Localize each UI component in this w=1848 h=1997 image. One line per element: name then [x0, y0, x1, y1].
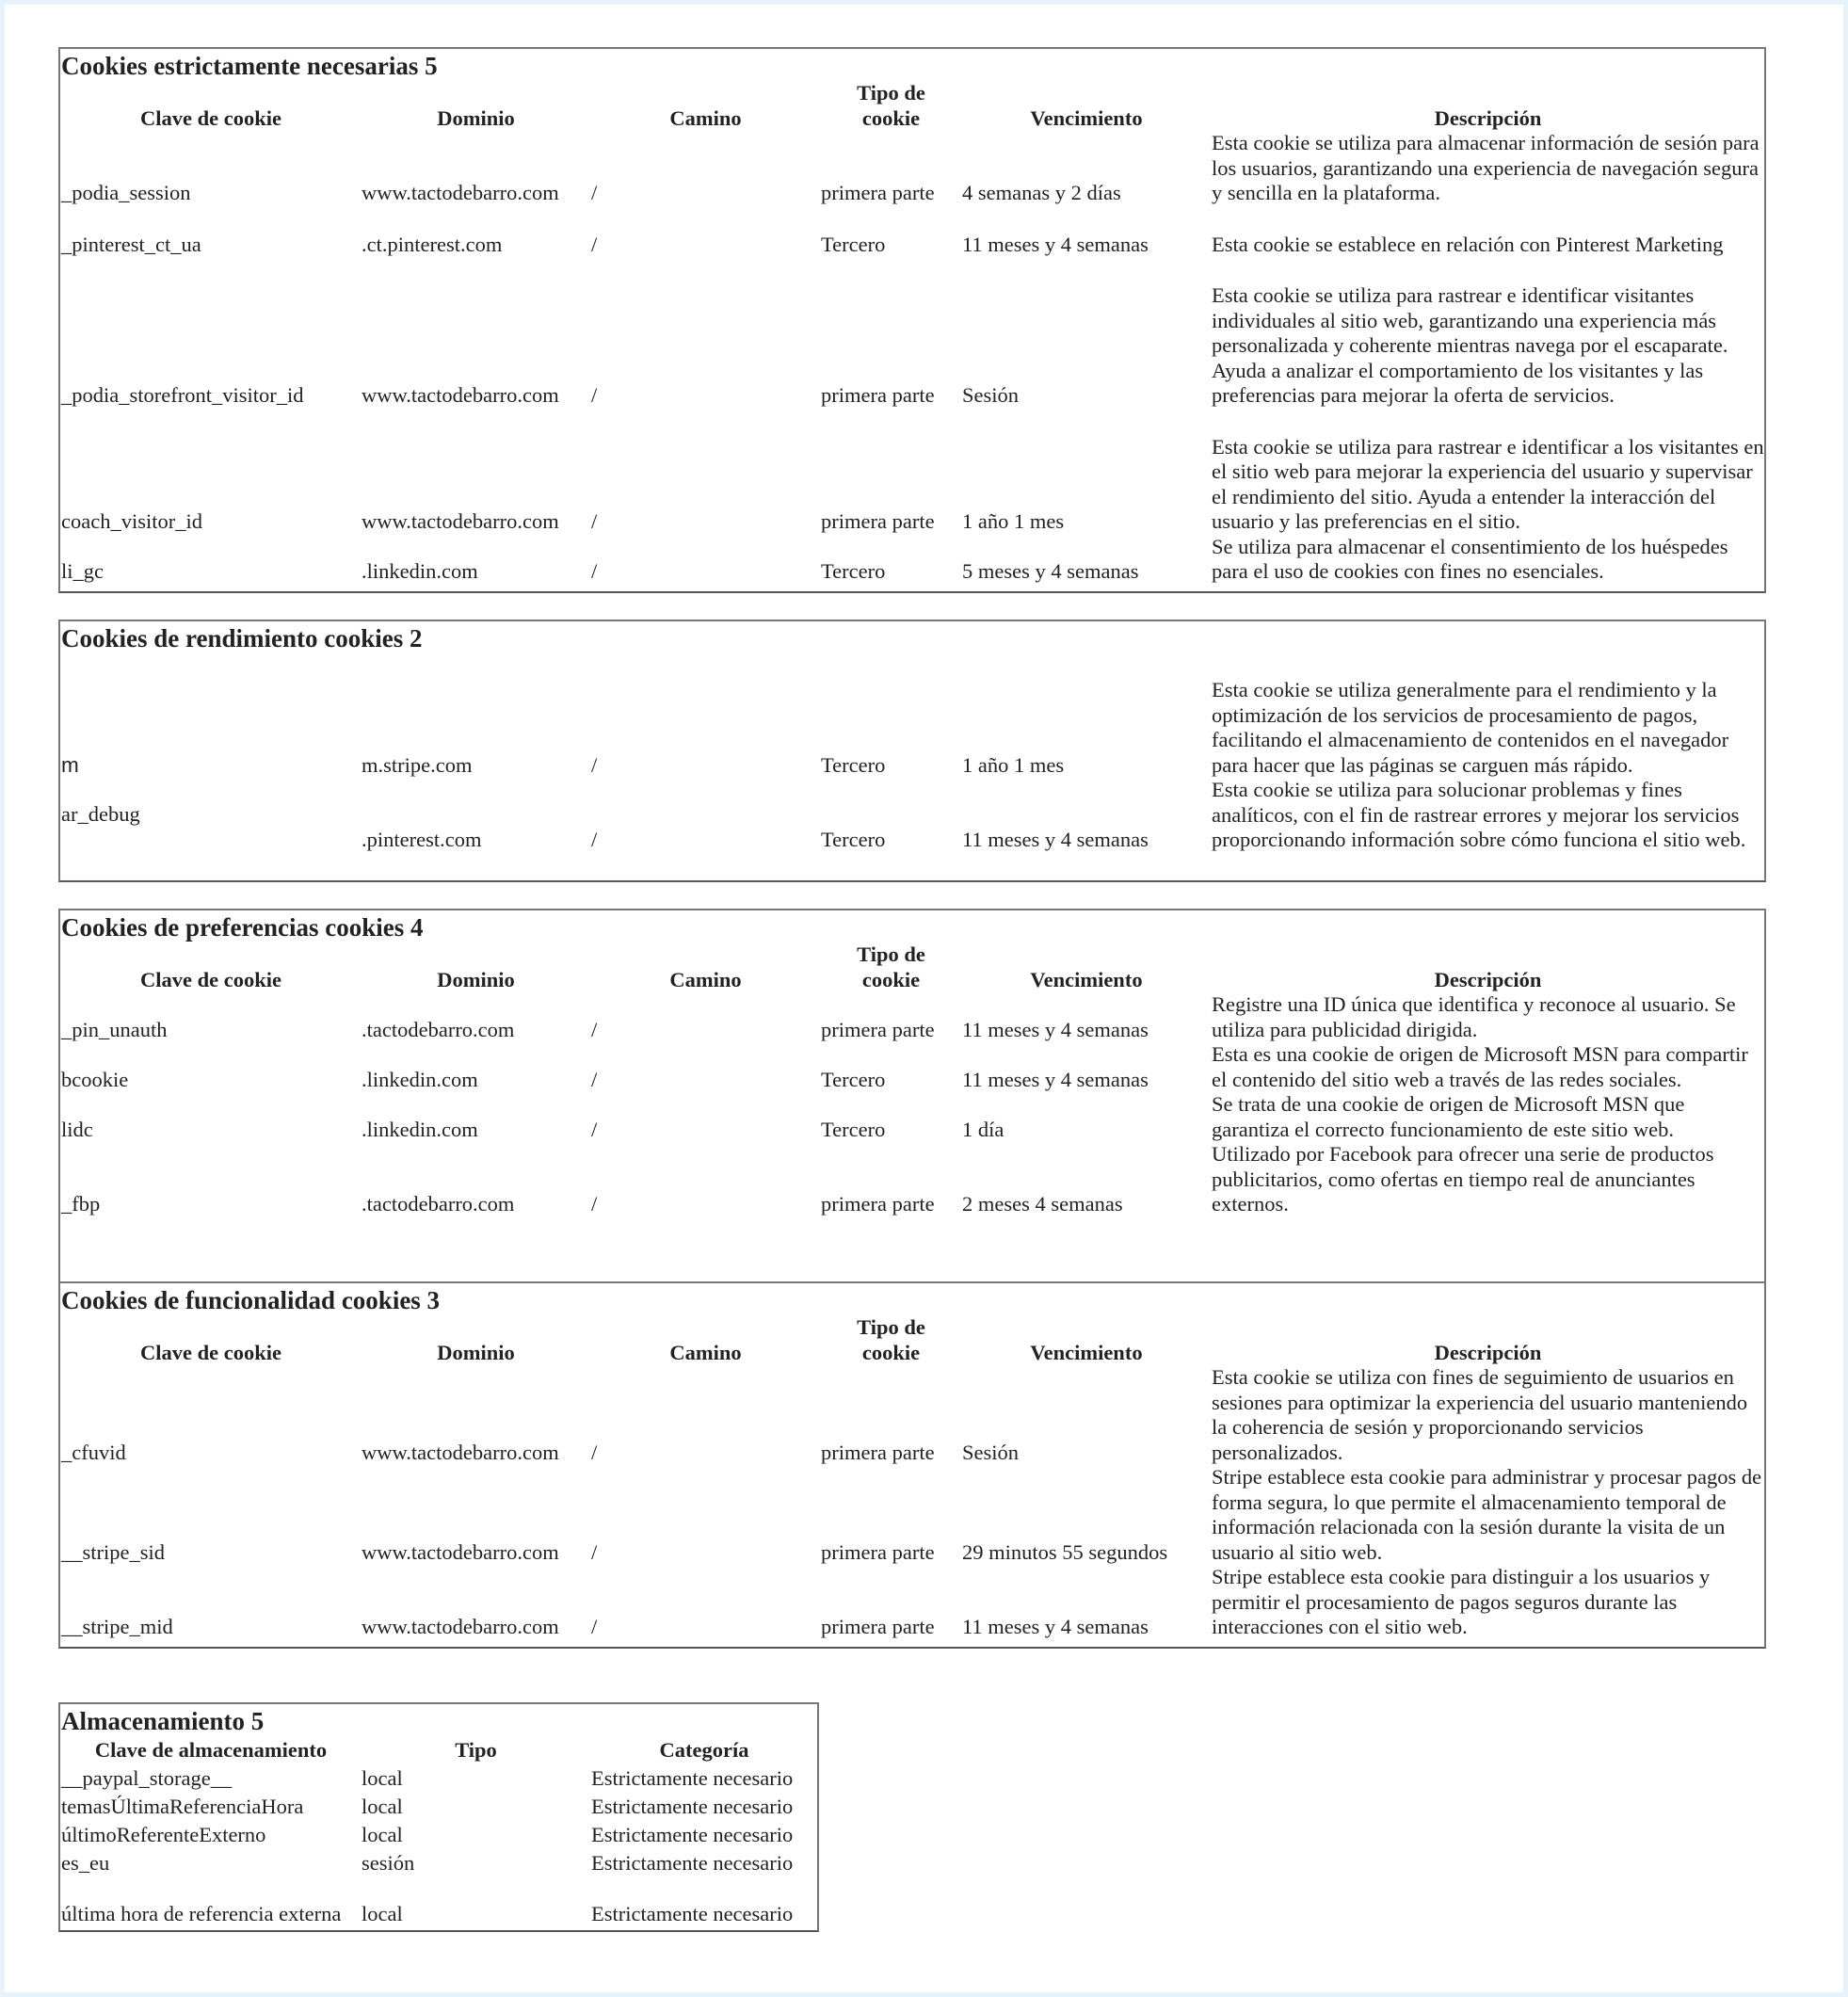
cookie-key: _cfuvid [61, 1440, 126, 1464]
table-row [60, 535, 1764, 585]
table-row [60, 283, 1764, 409]
cookie-path: / [591, 181, 598, 204]
header-path: Camino [669, 967, 742, 991]
header-key: Clave de cookie [140, 105, 281, 130]
cookie-key [60, 778, 361, 853]
cookie-domain: m.stripe.com [362, 752, 473, 777]
header-domain: Dominio [437, 967, 515, 991]
cookie-domain: .tactodebarro.com [362, 1017, 515, 1041]
table-row [60, 1849, 817, 1877]
storage-type: local [362, 1795, 403, 1818]
cookie-type: primera parte [821, 1539, 935, 1564]
cookie-expiry: 1 año 1 mes [962, 752, 1065, 777]
cookie-domain: .linkedin.com [362, 1117, 478, 1141]
cookie-expiry: 1 día [962, 1117, 1004, 1141]
header-domain: Dominio [437, 1340, 515, 1364]
cookie-key: _podia_storefront_visitor_id [61, 383, 304, 407]
table-row [60, 1764, 817, 1793]
cookie-type: Tercero [821, 232, 886, 256]
cookie-path: / [591, 752, 598, 777]
cookie-description: Stripe establece esta cookie para administrar y procesar pagos de forma segura, lo que permite el almacenamiento temporal de información relacionada con la sesión durante la visita de un usuario al sitio web. [1212, 1465, 1762, 1564]
cookie-path: / [591, 1615, 598, 1638]
cookie-domain: www.tactodebarro.com [362, 181, 559, 204]
section-storage [58, 1702, 819, 1932]
table-row [60, 1365, 1764, 1465]
cookie-expiry: Sesión [962, 1440, 1020, 1464]
cookie-path: / [591, 828, 598, 851]
cookie-key: _fbp [61, 1192, 101, 1216]
cookie-domain: .tactodebarro.com [362, 1192, 515, 1216]
cookie-domain: www.tactodebarro.com [362, 1539, 559, 1564]
header-type-line2: cookie [861, 967, 921, 991]
header-description: Descripción [1434, 105, 1542, 130]
header-row [60, 942, 1764, 992]
header-type-line1: Tipo de [857, 1315, 925, 1339]
cookie-path: / [591, 559, 598, 583]
cookie-type: Tercero [821, 1117, 886, 1141]
cookie-key: coach_visitor_id [61, 509, 202, 533]
cookie-type: primera parte [821, 1192, 935, 1216]
section-performance [58, 620, 1766, 882]
table-row [60, 1092, 1764, 1142]
table-row [60, 435, 1764, 535]
storage-key: últimoReferenteExterno [61, 1823, 266, 1846]
cookie-domain: www.tactodebarro.com [362, 1440, 559, 1464]
storage-key: __paypal_storage__ [61, 1766, 233, 1790]
header-type [820, 1315, 961, 1365]
cookie-key-text: ar_debug [61, 802, 140, 826]
table-row [60, 131, 1764, 206]
storage-type: local [362, 1902, 403, 1925]
header-storage-type: Tipo [455, 1738, 497, 1762]
table-row [60, 1465, 1764, 1565]
cookie-description: Esta cookie se utiliza para solucionar problemas y fines analíticos, con el fin de rastrear errores y mejorar los servicios proporcionando información sobre cómo funciona el sitio web. [1212, 778, 1746, 851]
header-expiry: Vencimiento [1030, 967, 1143, 991]
cookie-type: primera parte [821, 181, 935, 204]
section-title: Cookies de funcionalidad cookies 3 [61, 1286, 441, 1314]
cookie-domain: .pinterest.com [362, 828, 482, 851]
header-row [60, 1315, 1764, 1365]
storage-category: Estrictamente necesario [591, 1766, 794, 1790]
cookie-domain: .ct.pinterest.com [362, 232, 503, 256]
cookie-key: _pinterest_ct_ua [61, 232, 201, 256]
cookie-description: Esta cookie se utiliza para rastrear e identificar a los visitantes en el sitio web para mejorar la experiencia del usuario y supervisar el rendimiento del sitio. Ayuda a entender la interacción del usuario y las preferencias en el sitio. [1212, 434, 1764, 533]
header-path: Camino [669, 1340, 742, 1364]
table-row [60, 1821, 817, 1849]
cookie-expiry: 4 semanas y 2 días [962, 181, 1121, 204]
table-row [60, 1565, 1764, 1640]
storage-key: temasÚltimaReferenciaHora [61, 1795, 304, 1818]
cookie-type: Tercero [821, 752, 886, 777]
cookie-path: / [591, 232, 598, 256]
section-title: Cookies de preferencias cookies 4 [61, 913, 424, 942]
cookie-key: lidc [61, 1117, 93, 1141]
cookie-description: Esta cookie se utiliza para almacenar información de sesión para los usuarios, garantizando una experiencia de navegación segura y sencilla en la plataforma. [1212, 131, 1760, 204]
cookie-path: / [591, 1117, 598, 1141]
table-row [60, 1793, 817, 1821]
header-type-line2: cookie [861, 105, 921, 130]
cookie-domain: www.tactodebarro.com [362, 1615, 559, 1638]
header-type-line1: Tipo de [857, 81, 925, 105]
cookie-type: Tercero [821, 559, 886, 583]
header-description: Descripción [1434, 1340, 1542, 1364]
cookie-path: / [591, 1017, 598, 1041]
cookie-description: Registre una ID única que identifica y reconoce al usuario. Se utiliza para publicidad dirigida. [1212, 992, 1736, 1041]
cookie-key: bcookie [61, 1067, 129, 1091]
cookie-expiry: 11 meses y 4 semanas [962, 1615, 1149, 1638]
cookie-description: Esta cookie se utiliza para rastrear e identificar visitantes individuales al sitio web, garantizando una experiencia más personalizada y coherente mientras navega por el escaparate. Ayuda a analizar el comportamiento de los visitantes y las preferencias para mejorar la oferta de servicios. [1212, 283, 1728, 407]
cookie-expiry: 5 meses y 4 semanas [962, 559, 1139, 583]
cookie-type: primera parte [821, 383, 935, 407]
header-row [60, 81, 1764, 131]
header-type [820, 942, 961, 992]
storage-type: sesión [362, 1851, 415, 1875]
cookie-description: Esta cookie se utiliza generalmente para el rendimiento y la optimización de los servicios de procesamiento de pagos, facilitando el almacenamiento de contenidos en el navegador para hacer que las páginas se carguen más rápido. [1212, 678, 1729, 777]
header-description: Descripción [1434, 967, 1542, 991]
table-row [60, 992, 1764, 1042]
cookie-key: __stripe_sid [61, 1539, 165, 1564]
header-domain: Dominio [437, 105, 515, 130]
storage-category: Estrictamente necesario [591, 1851, 794, 1875]
cookie-key: li_gc [61, 559, 104, 583]
cookie-expiry: 11 meses y 4 semanas [962, 828, 1149, 851]
cookie-type: primera parte [821, 1440, 935, 1464]
header-key: Clave de cookie [140, 1340, 281, 1364]
header-expiry: Vencimiento [1030, 105, 1143, 130]
header-type-line1: Tipo de [857, 942, 925, 966]
header-row [60, 1736, 817, 1764]
cookie-domain: www.tactodebarro.com [362, 383, 559, 407]
section-functionality [58, 1281, 1766, 1649]
cookie-key: _pin_unauth [61, 1017, 168, 1041]
cookie-description: Se utiliza para almacenar el consentimiento de los huéspedes para el uso de cookies con fines no esenciales. [1212, 534, 1728, 583]
cookie-description: Esta es una cookie de origen de Microsoft MSN para compartir el contenido del sitio web a través de las redes sociales. [1212, 1042, 1748, 1091]
section-title: Cookies estrictamente necesarias 5 [61, 52, 438, 80]
cookie-type: Tercero [821, 828, 886, 851]
cookie-expiry: 11 meses y 4 semanas [962, 1067, 1149, 1091]
cookie-type: Tercero [821, 1067, 886, 1091]
storage-category: Estrictamente necesario [591, 1823, 794, 1846]
cookie-path: / [591, 1539, 598, 1564]
table-row [60, 1142, 1764, 1217]
cookie-type: primera parte [821, 1017, 935, 1041]
table-row [60, 233, 1764, 258]
header-storage-key: Clave de almacenamiento [94, 1738, 328, 1762]
storage-type: local [362, 1766, 403, 1790]
storage-key: es_eu [61, 1851, 110, 1875]
section-title: Almacenamiento 5 [61, 1707, 265, 1735]
header-type [820, 81, 961, 131]
section-strictly-necessary [58, 47, 1766, 593]
cookie-path: / [591, 509, 598, 533]
cookie-expiry: 1 año 1 mes [962, 509, 1065, 533]
storage-key: última hora de referencia externa [61, 1902, 342, 1925]
cookie-domain: www.tactodebarro.com [362, 509, 559, 533]
cookie-expiry: Sesión [962, 383, 1020, 407]
table-row [60, 1900, 817, 1928]
cookie-description: Utilizado por Facebook para ofrecer una serie de productos publicitarios, como ofertas en tiempo real de anunciantes externos. [1212, 1142, 1714, 1216]
cookie-type: primera parte [821, 509, 935, 533]
cookie-key: __stripe_mid [61, 1615, 173, 1638]
cookie-domain: .linkedin.com [362, 1067, 478, 1091]
section-preferences [58, 909, 1766, 1282]
header-expiry: Vencimiento [1030, 1340, 1143, 1364]
cookie-description: Se trata de una cookie de origen de Microsoft MSN que garantiza el correcto funcionamiento de este sitio web. [1212, 1092, 1685, 1141]
table-row [60, 1042, 1764, 1092]
cookie-path: / [591, 383, 598, 407]
section-title: Cookies de rendimiento cookies 2 [61, 624, 423, 652]
cookie-expiry: 29 minutos 55 segundos [962, 1539, 1168, 1564]
cookie-path: / [591, 1067, 598, 1091]
cookie-path: / [591, 1440, 598, 1464]
cookie-key: _podia_session [61, 181, 191, 204]
header-key: Clave de cookie [140, 967, 281, 991]
cookie-description: Stripe establece esta cookie para distinguir a los usuarios y permitir el procesamiento de pagos seguros durante las interacciones con el sitio web. [1212, 1565, 1711, 1638]
cookie-expiry: 2 meses 4 semanas [962, 1192, 1123, 1216]
storage-type: local [362, 1823, 403, 1846]
cookie-type: primera parte [821, 1615, 935, 1638]
cookie-key: m [61, 752, 79, 777]
storage-category: Estrictamente necesario [591, 1902, 794, 1925]
cookie-description: Esta cookie se establece en relación con Pinterest Marketing [1212, 232, 1724, 256]
table-row [60, 778, 1764, 853]
header-storage-category: Categoría [659, 1738, 749, 1762]
cookie-path: / [591, 1192, 598, 1216]
storage-category: Estrictamente necesario [591, 1795, 794, 1818]
cookie-expiry: 11 meses y 4 semanas [962, 232, 1149, 256]
header-type-line2: cookie [861, 1340, 921, 1364]
table-row [60, 678, 1764, 778]
cookie-expiry: 11 meses y 4 semanas [962, 1017, 1149, 1041]
header-path: Camino [669, 105, 742, 130]
cookie-domain: .linkedin.com [362, 559, 478, 583]
cookie-description: Esta cookie se utiliza con fines de seguimiento de usuarios en sesiones para optimizar la experiencia del usuario manteniendo la coherencia de sesión y proporcionando servicios personalizados. [1212, 1365, 1748, 1464]
